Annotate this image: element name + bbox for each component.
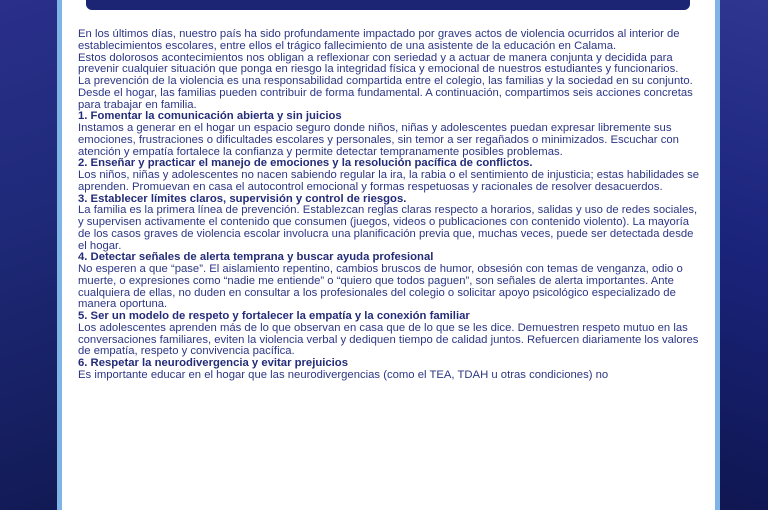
section-title-6: 6. Respetar la neurodivergencia y evitar prejuicios bbox=[78, 357, 348, 369]
section-title-5: 5. Ser un modelo de respeto y fortalecer la empatía y la conexión familiar bbox=[78, 310, 470, 322]
document-content bbox=[78, 29, 700, 382]
intro-paragraph-2: Estos dolorosos acontecimientos nos obligan a reflexionar con seriedad y a actuar de manera conjunta y decidida para prevenir cualquier situación que ponga en riesgo la integridad física y emocional de nuestros estudiantes y funcionarios. bbox=[78, 51, 679, 76]
document-sheet bbox=[62, 0, 715, 510]
background-left bbox=[0, 0, 60, 510]
header-bar bbox=[86, 0, 690, 10]
section-body-5: Los adolescentes aprenden más de lo que observan en casa que de lo que se les dice. Demuestren respeto mutuo en las conversaciones familiares, eviten la violencia verbal y dediquen tiempo de calidad juntos. Refuercen diariamente los valores de empatía, respeto y convivencia pacífica. bbox=[78, 321, 699, 358]
section-body-3: La familia es la primera línea de prevención. Establezcan reglas claras respecto a horarios, salidas y uso de redes sociales, y supervisen activamente el contenido que consumen (juegos, videos o publicaciones con contenido violento). La mayoría de los casos graves de violencia escolar involucra una planificación previa que, muchas veces, puede ser detectada desde el hogar. bbox=[78, 204, 698, 252]
section-title-2: 2. Enseñar y practicar el manejo de emociones y la resolución pacífica de conflictos. bbox=[78, 157, 533, 170]
intro-paragraph-1: En los últimos días, nuestro país ha sido profundamente impactado por graves actos de violencia ocurridos al interior de establecimientos escolares, entre ellos el trágico fallecimiento de una asistente de la educación en Calama. bbox=[78, 28, 680, 52]
section-body-1: Instamos a generar en el hogar un espacio seguro donde niños, niñas y adolescentes puedan expresar libremente sus emociones, frustraciones o dificultades escolares y personales, sin temor a ser regañados o minimizados. Escuchar con atención y empatía fortalece la confianza y permite detectar tempranamente posibles problemas. bbox=[78, 122, 679, 158]
section-body-6: Es importante educar en el hogar que las neurodivergencias (como el TEA, TDAH u otras condiciones) no bbox=[78, 368, 609, 381]
intro-paragraph-3: La prevención de la violencia es una responsabilidad compartida entre el colegio, las familias y la sociedad en su conjunto. Desde el hogar, las familias pueden contribuir de forma fundamental. A continuación, compartimos seis acciones concretas para trabajar en familia. bbox=[78, 75, 693, 111]
section-title-4: 4. Detectar señales de alerta temprana y buscar ayuda profesional bbox=[78, 251, 434, 264]
section-body-4: No esperen a que “pase”. El aislamiento repentino, cambios bruscos de humor, obsesión con temas de venganza, odio o muerte, o expresiones como “nadie me entiende” o “quiero que todos paguen”, son señales de alerta importantes. Ante cualquiera de ellas, no duden en consultar a los profesionales del colegio o solicitar apoyo psicológico especializado de manera oportuna. bbox=[78, 263, 683, 311]
section-title-3: 3. Establecer límites claros, supervisión y control de riesgos. bbox=[78, 192, 407, 205]
section-title-1: 1. Fomentar la comunicación abierta y sin juicios bbox=[78, 110, 342, 123]
section-body-2: Los niños, niñas y adolescentes no nacen sabiendo regular la ira, la rabia o el sentimiento de injusticia; estas habilidades se aprenden. Promuevan en casa el autocontrol emocional y formas respetuosas y racionales de resolver desacuerdos. bbox=[78, 169, 700, 193]
